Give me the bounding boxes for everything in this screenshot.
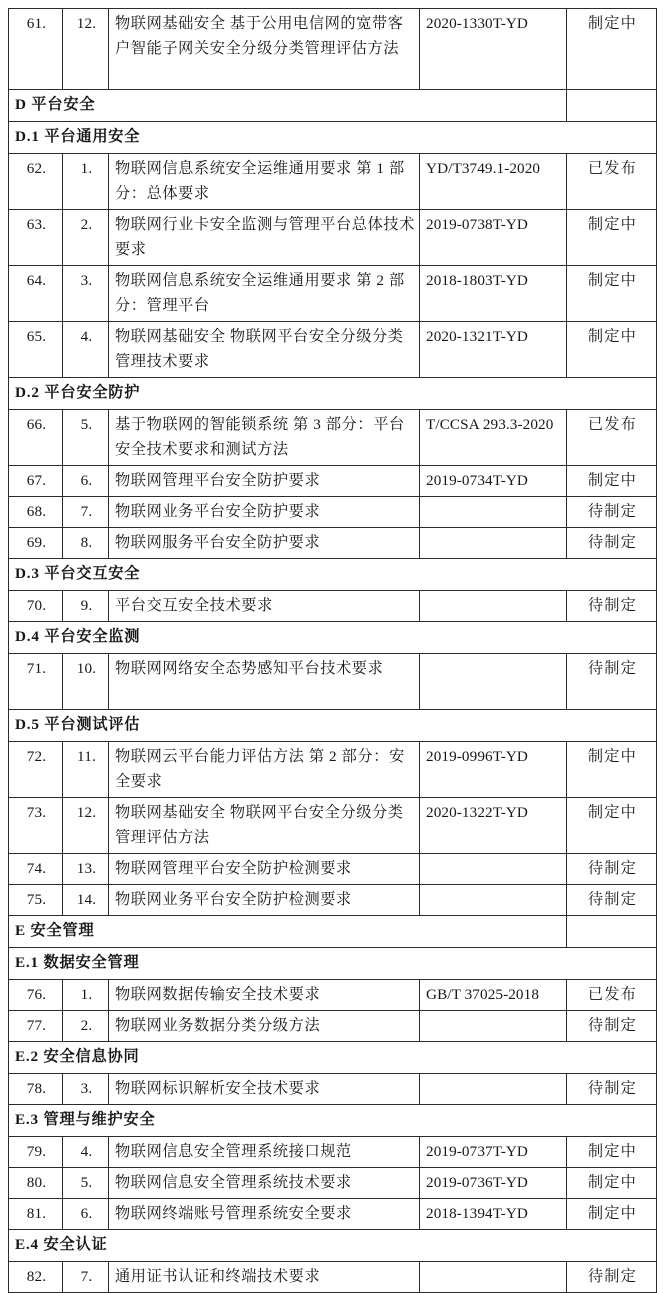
row-sequence-number: 72. <box>9 742 63 798</box>
section-header-label: D 平台安全 <box>9 90 567 122</box>
row-standard-name: 物联网信息安全管理系统技术要求 <box>109 1168 420 1199</box>
table-row <box>9 1262 657 1293</box>
row-standard-code <box>420 591 567 622</box>
section-header-row <box>9 710 657 742</box>
row-standard-code <box>420 497 567 528</box>
row-status: 制定中 <box>567 1137 657 1168</box>
table-row <box>9 1199 657 1230</box>
section-header-row <box>9 948 657 980</box>
table-row <box>9 410 657 466</box>
row-standard-code: 2020-1322T-YD <box>420 798 567 854</box>
row-item-number: 7. <box>63 1262 109 1293</box>
row-standard-code: 2019-0734T-YD <box>420 466 567 497</box>
row-status: 制定中 <box>567 1199 657 1230</box>
table-row <box>9 210 657 266</box>
section-header-label: E.1 数据安全管理 <box>9 948 657 980</box>
row-item-number: 1. <box>63 980 109 1011</box>
row-item-number: 10. <box>63 654 109 710</box>
table-row <box>9 322 657 378</box>
row-standard-name: 物联网信息系统安全运维通用要求 第 1 部分：总体要求 <box>109 154 420 210</box>
row-item-number: 12. <box>63 9 109 90</box>
row-status: 制定中 <box>567 266 657 322</box>
table-row <box>9 466 657 497</box>
row-status: 待制定 <box>567 1011 657 1042</box>
section-header-label: D.3 平台交互安全 <box>9 559 657 591</box>
row-status: 制定中 <box>567 322 657 378</box>
table-row <box>9 798 657 854</box>
row-sequence-number: 68. <box>9 497 63 528</box>
row-item-number: 3. <box>63 266 109 322</box>
table-row <box>9 854 657 885</box>
row-standard-code: 2019-0737T-YD <box>420 1137 567 1168</box>
table-row <box>9 266 657 322</box>
row-sequence-number: 66. <box>9 410 63 466</box>
section-header-row <box>9 559 657 591</box>
row-standard-code: T/CCSA 293.3-2020 <box>420 410 567 466</box>
row-status: 待制定 <box>567 654 657 710</box>
row-standard-code: 2018-1394T-YD <box>420 1199 567 1230</box>
row-standard-code <box>420 1074 567 1105</box>
row-item-number: 5. <box>63 410 109 466</box>
standards-table-body <box>9 9 657 1293</box>
section-header-row <box>9 1230 657 1262</box>
table-row <box>9 9 657 90</box>
table-row <box>9 591 657 622</box>
row-standard-code: 2019-0996T-YD <box>420 742 567 798</box>
row-sequence-number: 74. <box>9 854 63 885</box>
table-row <box>9 528 657 559</box>
section-header-label: E.4 安全认证 <box>9 1230 657 1262</box>
row-status: 已发布 <box>567 154 657 210</box>
row-sequence-number: 77. <box>9 1011 63 1042</box>
row-standard-code <box>420 885 567 916</box>
table-row <box>9 154 657 210</box>
row-sequence-number: 82. <box>9 1262 63 1293</box>
row-status: 待制定 <box>567 1074 657 1105</box>
row-standard-code: 2019-0738T-YD <box>420 210 567 266</box>
section-header-label: E.3 管理与维护安全 <box>9 1105 657 1137</box>
row-item-number: 2. <box>63 210 109 266</box>
row-standard-code: YD/T3749.1-2020 <box>420 154 567 210</box>
row-item-number: 11. <box>63 742 109 798</box>
row-item-number: 12. <box>63 798 109 854</box>
row-status: 制定中 <box>567 1168 657 1199</box>
section-header-row <box>9 1105 657 1137</box>
row-status: 制定中 <box>567 9 657 90</box>
row-sequence-number: 79. <box>9 1137 63 1168</box>
table-row <box>9 980 657 1011</box>
row-item-number: 6. <box>63 466 109 497</box>
row-status: 制定中 <box>567 466 657 497</box>
row-sequence-number: 73. <box>9 798 63 854</box>
row-status: 待制定 <box>567 497 657 528</box>
row-standard-code: 2019-0736T-YD <box>420 1168 567 1199</box>
table-row <box>9 1074 657 1105</box>
section-header-row <box>9 916 657 948</box>
row-standard-name: 物联网云平台能力评估方法 第 2 部分：安全要求 <box>109 742 420 798</box>
section-header-label: E 安全管理 <box>9 916 567 948</box>
section-header-row <box>9 122 657 154</box>
row-item-number: 4. <box>63 1137 109 1168</box>
section-header-state-cell <box>567 916 657 948</box>
row-sequence-number: 65. <box>9 322 63 378</box>
row-standard-name: 物联网终端账号管理系统安全要求 <box>109 1199 420 1230</box>
row-standard-name: 物联网标识解析安全技术要求 <box>109 1074 420 1105</box>
row-sequence-number: 61. <box>9 9 63 90</box>
row-sequence-number: 62. <box>9 154 63 210</box>
row-status: 制定中 <box>567 210 657 266</box>
table-row <box>9 742 657 798</box>
row-status: 待制定 <box>567 1262 657 1293</box>
row-sequence-number: 71. <box>9 654 63 710</box>
row-standard-code: GB/T 37025-2018 <box>420 980 567 1011</box>
row-status: 待制定 <box>567 528 657 559</box>
row-item-number: 14. <box>63 885 109 916</box>
row-item-number: 5. <box>63 1168 109 1199</box>
section-header-row <box>9 622 657 654</box>
row-standard-code <box>420 654 567 710</box>
row-item-number: 9. <box>63 591 109 622</box>
row-standard-name: 物联网服务平台安全防护要求 <box>109 528 420 559</box>
row-sequence-number: 70. <box>9 591 63 622</box>
section-header-label: D.1 平台通用安全 <box>9 122 657 154</box>
row-standard-name: 物联网业务数据分类分级方法 <box>109 1011 420 1042</box>
row-standard-name: 物联网信息安全管理系统接口规范 <box>109 1137 420 1168</box>
row-standard-name: 物联网管理平台安全防护检测要求 <box>109 854 420 885</box>
table-row <box>9 1137 657 1168</box>
table-row <box>9 1168 657 1199</box>
row-sequence-number: 80. <box>9 1168 63 1199</box>
row-status: 已发布 <box>567 410 657 466</box>
table-row <box>9 885 657 916</box>
row-standard-code <box>420 528 567 559</box>
standards-table <box>8 8 657 1293</box>
row-item-number: 7. <box>63 497 109 528</box>
row-status: 待制定 <box>567 885 657 916</box>
row-status: 制定中 <box>567 742 657 798</box>
section-header-row <box>9 378 657 410</box>
row-item-number: 2. <box>63 1011 109 1042</box>
row-standard-code <box>420 1011 567 1042</box>
row-standard-name: 物联网基础安全 物联网平台安全分级分类管理评估方法 <box>109 798 420 854</box>
section-header-state-cell <box>567 90 657 122</box>
row-standard-code: 2020-1330T-YD <box>420 9 567 90</box>
table-row <box>9 654 657 710</box>
row-sequence-number: 78. <box>9 1074 63 1105</box>
row-status: 已发布 <box>567 980 657 1011</box>
row-status: 待制定 <box>567 854 657 885</box>
row-item-number: 4. <box>63 322 109 378</box>
section-header-row <box>9 1042 657 1074</box>
row-standard-name: 物联网基础安全 基于公用电信网的宽带客户智能子网关安全分级分类管理评估方法 <box>109 9 420 90</box>
row-sequence-number: 81. <box>9 1199 63 1230</box>
section-header-label: D.2 平台安全防护 <box>9 378 657 410</box>
row-item-number: 8. <box>63 528 109 559</box>
row-standard-name: 平台交互安全技术要求 <box>109 591 420 622</box>
row-standard-name: 通用证书认证和终端技术要求 <box>109 1262 420 1293</box>
row-sequence-number: 63. <box>9 210 63 266</box>
row-standard-name: 物联网网络安全态势感知平台技术要求 <box>109 654 420 710</box>
row-standard-name: 物联网业务平台安全防护检测要求 <box>109 885 420 916</box>
row-sequence-number: 64. <box>9 266 63 322</box>
row-standard-name: 物联网行业卡安全监测与管理平台总体技术要求 <box>109 210 420 266</box>
table-row <box>9 497 657 528</box>
row-standard-name: 物联网基础安全 物联网平台安全分级分类管理技术要求 <box>109 322 420 378</box>
section-header-label: E.2 安全信息协同 <box>9 1042 657 1074</box>
row-item-number: 1. <box>63 154 109 210</box>
row-item-number: 6. <box>63 1199 109 1230</box>
section-header-label: D.4 平台安全监测 <box>9 622 657 654</box>
row-standard-code: 2020-1321T-YD <box>420 322 567 378</box>
section-header-label: D.5 平台测试评估 <box>9 710 657 742</box>
row-sequence-number: 75. <box>9 885 63 916</box>
row-standard-name: 物联网信息系统安全运维通用要求 第 2 部分：管理平台 <box>109 266 420 322</box>
row-sequence-number: 76. <box>9 980 63 1011</box>
table-row <box>9 1011 657 1042</box>
row-standard-code <box>420 1262 567 1293</box>
row-item-number: 3. <box>63 1074 109 1105</box>
row-standard-name: 物联网数据传输安全技术要求 <box>109 980 420 1011</box>
row-status: 制定中 <box>567 798 657 854</box>
row-sequence-number: 69. <box>9 528 63 559</box>
row-standard-name: 物联网业务平台安全防护要求 <box>109 497 420 528</box>
row-status: 待制定 <box>567 591 657 622</box>
section-header-row <box>9 90 657 122</box>
row-standard-name: 物联网管理平台安全防护要求 <box>109 466 420 497</box>
row-standard-code: 2018-1803T-YD <box>420 266 567 322</box>
row-standard-code <box>420 854 567 885</box>
row-sequence-number: 67. <box>9 466 63 497</box>
row-item-number: 13. <box>63 854 109 885</box>
row-standard-name: 基于物联网的智能锁系统 第 3 部分：平台安全技术要求和测试方法 <box>109 410 420 466</box>
